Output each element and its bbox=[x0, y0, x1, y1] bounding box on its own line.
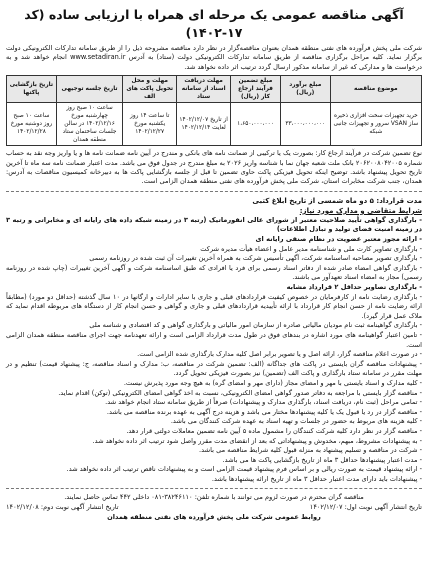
list-item: - مدت اعتبار پیشنهادها حداقل ۳ ماه از تاریخ بازگشایی پاکت ها می باشد. bbox=[222, 455, 422, 464]
list-item: - ارائه مجوز معتبر عضویت در نظام صنفی رایانه ای bbox=[255, 235, 422, 244]
list-item: - بارگذاری گواهی امضاء صادر شده از دفاتر اسناد رسمی برای فرد یا افرادی که طبق اساسنامه شرکت و آگهی آخرین تغییرات (چاپ شده در روزنامه رسمی) مجاز به امضاء اسناد تعهدآور می باشند. bbox=[6, 263, 422, 282]
table-header: موضوع مناقصه bbox=[330, 76, 421, 103]
list-item: - مناقصه گزار بایستی با مراجعه به دفاتر صدور گواهی امضای الکترونیکی، نسبت به اخذ گواهی امضای الکترونیکی (توکن) اقدام نماید. bbox=[58, 388, 422, 397]
list-item: - پیشنهادات باید دارای مدت اعتبار حداقل ۳ ماه از تاریخ ارائه پیشنهادها باشد. bbox=[211, 474, 422, 483]
publish-dates bbox=[6, 503, 422, 513]
list-item: - ارائه پیشنهاد قیمت به صورت ریالی و بر اساس فرم پیشنهاد قیمت الزامی است و به پیشنهادات ناقص ترتیب اثر داده نخواهد شد. bbox=[66, 465, 422, 474]
table-header: مهلت و محل تحویل پاکت های الف bbox=[123, 76, 177, 103]
table-cell: تا ساعت ۱۴ روز یکشنبه مورخ ۱۴۰۲/۱۲/۲۷ bbox=[123, 103, 177, 146]
table-cell: ۱،۶۵۰،۰۰۰،۰۰۰ bbox=[231, 103, 281, 146]
list-item: - در صورت اعلام مناقصه گزار، ارائه اصل و یا تصویر برابر اصل کلیه مدارک بارگذاری شده الزامی است. bbox=[137, 350, 422, 359]
list-item: - تامین اعتبار گواهینامه های مورد اشاره در بندهای فوق در طول مدت قرارداد الزامی است و ارائه تعهدنامه جهت اجرای مناقصه منطقه همدان الزامی است. bbox=[6, 330, 422, 349]
list-item: - شرکت در مناقصه و تسلیم پیشنهاد به منزله قبول کلیه شرایط مناقصه می باشد. bbox=[199, 446, 422, 455]
table-header: تاریخ جلسه توجیهی bbox=[56, 76, 122, 103]
list-item: - مناقصه گزار در رد یا قبول یک یا کلیه پیشنهادها مختار می باشد و هزینه درج آگهی به عهده برنده مناقصه می باشد. bbox=[106, 407, 422, 416]
list-item: - بارگذاری تصاویر کارت ملی و شناسنامه مدیر عامل و اعضاء هیأت مدیره شرکت bbox=[200, 244, 422, 253]
list-item: - بارگذاری تصویر مصاحبه اساسنامه شرکت، آگهی تأسیس شرکت به همراه آخرین تغییرات آن ثبت شده در روزنامه رسمی bbox=[89, 254, 422, 263]
conditions-list bbox=[6, 216, 422, 485]
publish-first: تاریخ انتشار آگهی نوبت اول: ۱۴۰۲/۱۲/۰۷ bbox=[309, 503, 422, 512]
table-cell: ۳۳،۰۰۰،۰۰۰،۰۰۰ bbox=[280, 103, 330, 146]
list-item: - کلیه هزینه های مربوط به حضور در جلسات و تهیه اسناد به عهده شرکت کنندگان می باشد. bbox=[170, 417, 422, 426]
table-header: تاریخ بازگشایی پاکتها bbox=[7, 76, 57, 103]
list-item: - به پیشنهادات مشروط، مبهم، مخدوش و پیشنهاداتی که بعد از انقضای مدت مقرر واصل شود ترتیب اثر داده نخواهد شد. bbox=[92, 436, 422, 445]
list-item: - تمامی مراحل (ثبت نام، دریافت اسناد، بارگذاری مدارک و پیشنهادات) صرفاً از طریق سامانه ستاد انجام خواهد شد. bbox=[105, 398, 422, 407]
signature: روابط عمومی شرکت ملی پخش فرآورده های نفتی منطقه همدان bbox=[107, 512, 321, 521]
list-item: - بارگذاری تصاویر حداقل ۲ قرارداد مشابه bbox=[286, 283, 422, 291]
table-cell: خرید تجهیزات سخت افزاری ذخیره ساز VSAN سرور و تجهیزات جانبی شبکه bbox=[330, 103, 421, 146]
table-header: مبلغ برآورد (ریال) bbox=[280, 76, 330, 103]
list-item: - پیشنهادات مناقصه گران بایستی در پاکت های جداگانه (الف: تضمین شرکت در مناقصه، ب: مدارک و اسناد مناقصه، ج: پیشنهاد قیمت) تنظیم و در مهلت مقرر در سامانه ستاد بارگذاری و پاکت الف (تضمین) نیز بصورت فیزیکی تحویل گردد. bbox=[6, 359, 422, 378]
list-item: - بارگذاری گواهینامه ثبت نام مودیان مالیاتی صادره از سازمان امور مالیاتی و بارگذاری گواهی و کد اقتصادی و شناسه ملی bbox=[89, 321, 422, 330]
guarantee-note: نوع تضمین شرکت در فرآیند ارجاع کار: بصورت یک یا ترکیبی از ضمانت نامه های بانکی و مندرج در آیین نامه ضمانت نامه ها و یا واریز وجه نقد به حساب شماره ۲۰۶۲۰۰۸۰۴۲۰۰۵ بانک ملت شعبه جهان نما با شناسه واریز ۲۰۲۶ به مبلغ مندرج در جدول فوق می باشد. مدت اعتبار ضمانت نامه سه ماه تا آخرین تاریخ تحویل پیشنهاد باشد. توضیح اینکه تحویل فیزیکی پاکت حاوی تضمین تا قبل از جلسه بازگشایی پاکت ها به دبیرخانه کمیسیون مناقصات به آدرس: همدان، جنب شرکت مخابرات استان، شرکت ملی پخش فرآورده های نفتی منطقه همدان الزامی است. bbox=[6, 149, 422, 186]
tender-table bbox=[6, 75, 422, 146]
notice-title: آگهی مناقصه عمومی یک مرحله ای همراه با ارزیابی ساده (کد ۱۷-۱۴۰۲) bbox=[24, 7, 404, 40]
table-cell: ساعت ۱۰ صبح روز دوشنبه مورخ ۱۴۰۲/۱۲/۲۸ bbox=[7, 103, 57, 146]
table-row bbox=[7, 103, 422, 146]
contract-duration: مدت قرارداد: ۵ دو ماه شمسی از تاریخ ابلاغ کتبی bbox=[252, 196, 422, 205]
list-item: - کلیه مدارک و اسناد بایستی با مهر و امضای مجاز (دارای مهر و امضای گره) به هیچ وجه مورد پذیرش نیست. bbox=[123, 378, 422, 387]
list-item: - بارگذاری گواهی تأیید صلاحیت معتبر از شورای عالی انفورماتیک (رتبه ۳ در زمینه شبکه داده های رایانه ای و مخابراتی و رتبه ۳ در زمینه امنیت فضای تولید و تبادل اطلاعات) bbox=[6, 215, 423, 234]
table-header: مهلت دریافت اسناد از سامانه ستاد bbox=[177, 76, 231, 103]
publish-second: تاریخ انتشار آگهی نوبت دوم: ۱۴۰۲/۱۲/۰۸ bbox=[6, 503, 119, 512]
conditions-heading: شرایط متقاضی و مدارک مورد نیاز: bbox=[299, 206, 422, 215]
list-item: - بارگذاری رضایت نامه از کارفرمایان در خصوص کیفیت قراردادهای قبلی و جاری با سایر ادارات و ارگانها در ۱۰ سال گذشته (حداقل دو مورد) (مطابقاً ارائه رضایت نامه از حسن انجام کار قرارداد با ارائه تأییدیه قراردادهای قبلی و جاری و گواهی و حسن انجام کار از دستگاه های مربوطه اقدام نماید که ملاک عمل قرار گیرد). bbox=[6, 292, 423, 320]
contact-line: مناقصه گران محترم در صورت لزوم می توانند با شماره تلفن: ۳۸۲۴۶۱۱۰-۰۸۱ داخلی ۴۴۲ تماس حاصل نمایند. bbox=[64, 493, 364, 502]
divider bbox=[6, 488, 422, 489]
table-header: مبلغ تضمین فرآیند ارجاع کار (ریال) bbox=[231, 76, 281, 103]
divider bbox=[6, 191, 422, 192]
table-cell: از تاریخ ۱۴۰۲/۱۲/۰۷ لغایت ۱۴۰۲/۱۲/۱۴ bbox=[177, 103, 231, 146]
table-cell: ساعت ۱۰ صبح روز چهارشنبه مورخ ۱۴۰۲/۱۲/۱۶ در سالن جلسات ساختمان ستاد منطقه همدان bbox=[56, 103, 122, 146]
list-item: - مناقصه گزار در نظر دارد کلیه شرکت کنندگان را مشمول ماده ۵ آیین نامه تضمین معاملات دولتی قرار دهد. bbox=[126, 426, 422, 435]
intro-paragraph: شرکت ملی پخش فرآورده های نفتی منطقه همدان بعنوان مناقصه‌گزار در نظر دارد مناقصه مشروحه ذیل را از طریق سامانه تدارکات الکترونیکی دولت برگزار نماید. کلیه مراحل برگزاری مناقصه از طریق سامانه تدارکات الکترونیکی دولت (ستاد) به آدرس www.setadiran.ir انجام خواهد شد و به درخواست ها و مدارکی که غیر از سامانه مذکور ارسال گردد ترتیب اثر داده نخواهد شد. bbox=[6, 44, 422, 71]
table-header-row bbox=[7, 76, 422, 103]
